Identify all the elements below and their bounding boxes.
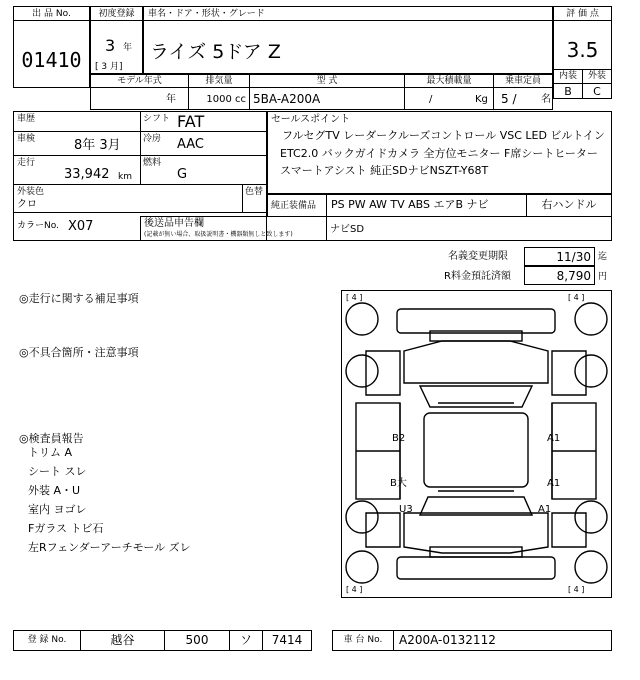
interior-grade: B [564,85,572,98]
recycle-label: R料金預託済額 [444,271,511,282]
first-reg-box [90,6,143,74]
transfer-box [524,247,595,266]
docs-note: (記載が無い場合、取扱説明書・機器類無しと致します) [144,231,293,238]
ext-color-value: クロ [17,199,37,210]
mileage-value: 33,942 [64,167,110,182]
reg-number: 7414 [271,633,303,647]
tire-label-rr: [ 4 ] [568,585,585,594]
fuel-value: G [177,167,188,182]
reg-region: 越谷 [110,633,135,647]
recycle-value: 8,790 [556,269,591,283]
capacity-label: 乗車定員 [504,76,541,86]
history-label: 車歴 [17,114,36,124]
driving-heading: ◎走行に関する補足事項 [19,292,139,305]
lot-label: 出 品 No. [32,9,71,19]
displacement-value: 1000 cc [206,94,246,105]
inspector-line-6: 左Rフェンダーアーチモール ズレ [28,541,191,554]
car-outline [342,291,611,597]
capacity-value: 5 / [501,92,517,106]
sales-point-line-2: ETC2.0 バックガイドカメラ 全方位モニター F席シートヒーター [280,147,598,160]
equipment-box [267,194,612,217]
steering: 右ハンドル [541,198,597,211]
rating-label: 評 価 点 [566,9,599,19]
exterior-grade: C [593,85,601,98]
reg-class: 500 [185,633,209,647]
inspector-line-2: シート スレ [28,465,87,478]
tire-label-fl: [ 4 ] [346,293,363,302]
mileage-label: 走行 [17,158,36,168]
car-name: ライズ 5ドア Z [150,41,281,63]
recycle-unit: 円 [598,272,608,282]
lot-box [13,6,90,88]
tire-label-fr: [ 4 ] [568,293,585,302]
docs-label: 後送品申告欄 [144,218,204,229]
damage-mark: U3 [399,504,413,515]
damage-mark: B大 [390,478,407,489]
fuel-label: 燃料 [143,158,162,168]
docs-value-box [326,216,612,241]
sales-points-box [267,111,612,194]
color-no-value: X07 [68,219,94,234]
chassis-label: 車 台 No. [343,635,383,645]
max-load-unit: Kg [475,94,488,105]
inspector-line-5: Fガラス トビ石 [28,522,104,535]
inspector-line-1: トリム A [28,446,73,459]
max-load-slash: / [429,94,433,105]
sales-points-label: セールスポイント [271,114,351,125]
damage-mark: A1 [547,433,561,444]
defects-heading: ◎不具合箇所・注意事項 [19,346,139,359]
inspector-line-3: 外装 A・U [28,484,81,497]
model-year-unit: 年 [166,94,176,105]
first-reg-month: [ 3 月] [95,62,123,72]
transfer-label: 名義変更期限 [448,251,508,262]
model-year-label: モデル年式 [117,76,162,86]
color-change-label: 色替 [245,187,264,197]
equipment-label: 純正装備品 [271,201,317,211]
tire-label-rl: [ 4 ] [346,585,363,594]
reg-kana: ソ [239,633,252,647]
sales-point-line-1: フルセグTV レーダークルーズコントロール VSC LED ビルトイン [282,129,605,142]
interior-label: 内装 [558,71,577,81]
type-value: 5BA-A200A [253,92,321,106]
spec-row [90,74,553,110]
car-name-label: 車名・ドア・形状・グレード [148,9,265,19]
damage-mark: A1 [547,478,561,489]
first-reg-year-unit: 年 [123,43,133,53]
damage-mark: B2 [392,433,406,444]
transfer-value: 11/30 [556,250,591,264]
car-name-box [143,6,553,74]
transfer-unit: 迄 [598,252,608,262]
first-reg-label: 初度登録 [98,9,135,19]
inspection-value: 8年 3月 [74,138,121,153]
chassis-row [332,630,612,651]
registration-row [13,630,312,651]
equipment-items: PS PW AW TV ABS エアB ナビ [331,198,489,211]
shift-value: FAT [177,112,205,131]
docs-box [140,216,327,241]
capacity-unit: 名 [541,94,551,105]
exterior-label: 外装 [587,71,606,81]
mileage-unit: km [118,172,132,182]
reg-label: 登 録 No. [27,635,67,645]
inspector-line-4: 室内 ヨゴレ [28,503,87,516]
max-load-label: 最大積載量 [426,76,472,86]
rating-value: 3.5 [566,38,599,62]
inspector-heading: ◎検査員報告 [19,432,84,445]
ext-color-label: 外装色 [17,187,45,197]
type-label: 型 式 [316,76,338,86]
ac-value: AAC [177,137,204,152]
displacement-label: 排気量 [205,76,233,86]
first-reg-year: 3 [105,36,116,55]
damage-diagram [341,290,612,598]
shift-label: シフト [143,114,171,124]
damage-mark: A1 [538,504,552,515]
sales-point-line-3: スマートアシスト 純正SDナビNSZT-Y68T [280,164,489,177]
ac-label: 冷房 [143,134,162,144]
inspection-label: 車検 [17,134,36,144]
chassis-number: A200A-0132112 [399,633,496,647]
color-no-label: カラーNo. [17,221,59,231]
lot-number: 01410 [21,48,82,72]
recycle-box [524,266,595,285]
rating-box [553,6,612,99]
docs-value: ナビSD [330,224,365,235]
